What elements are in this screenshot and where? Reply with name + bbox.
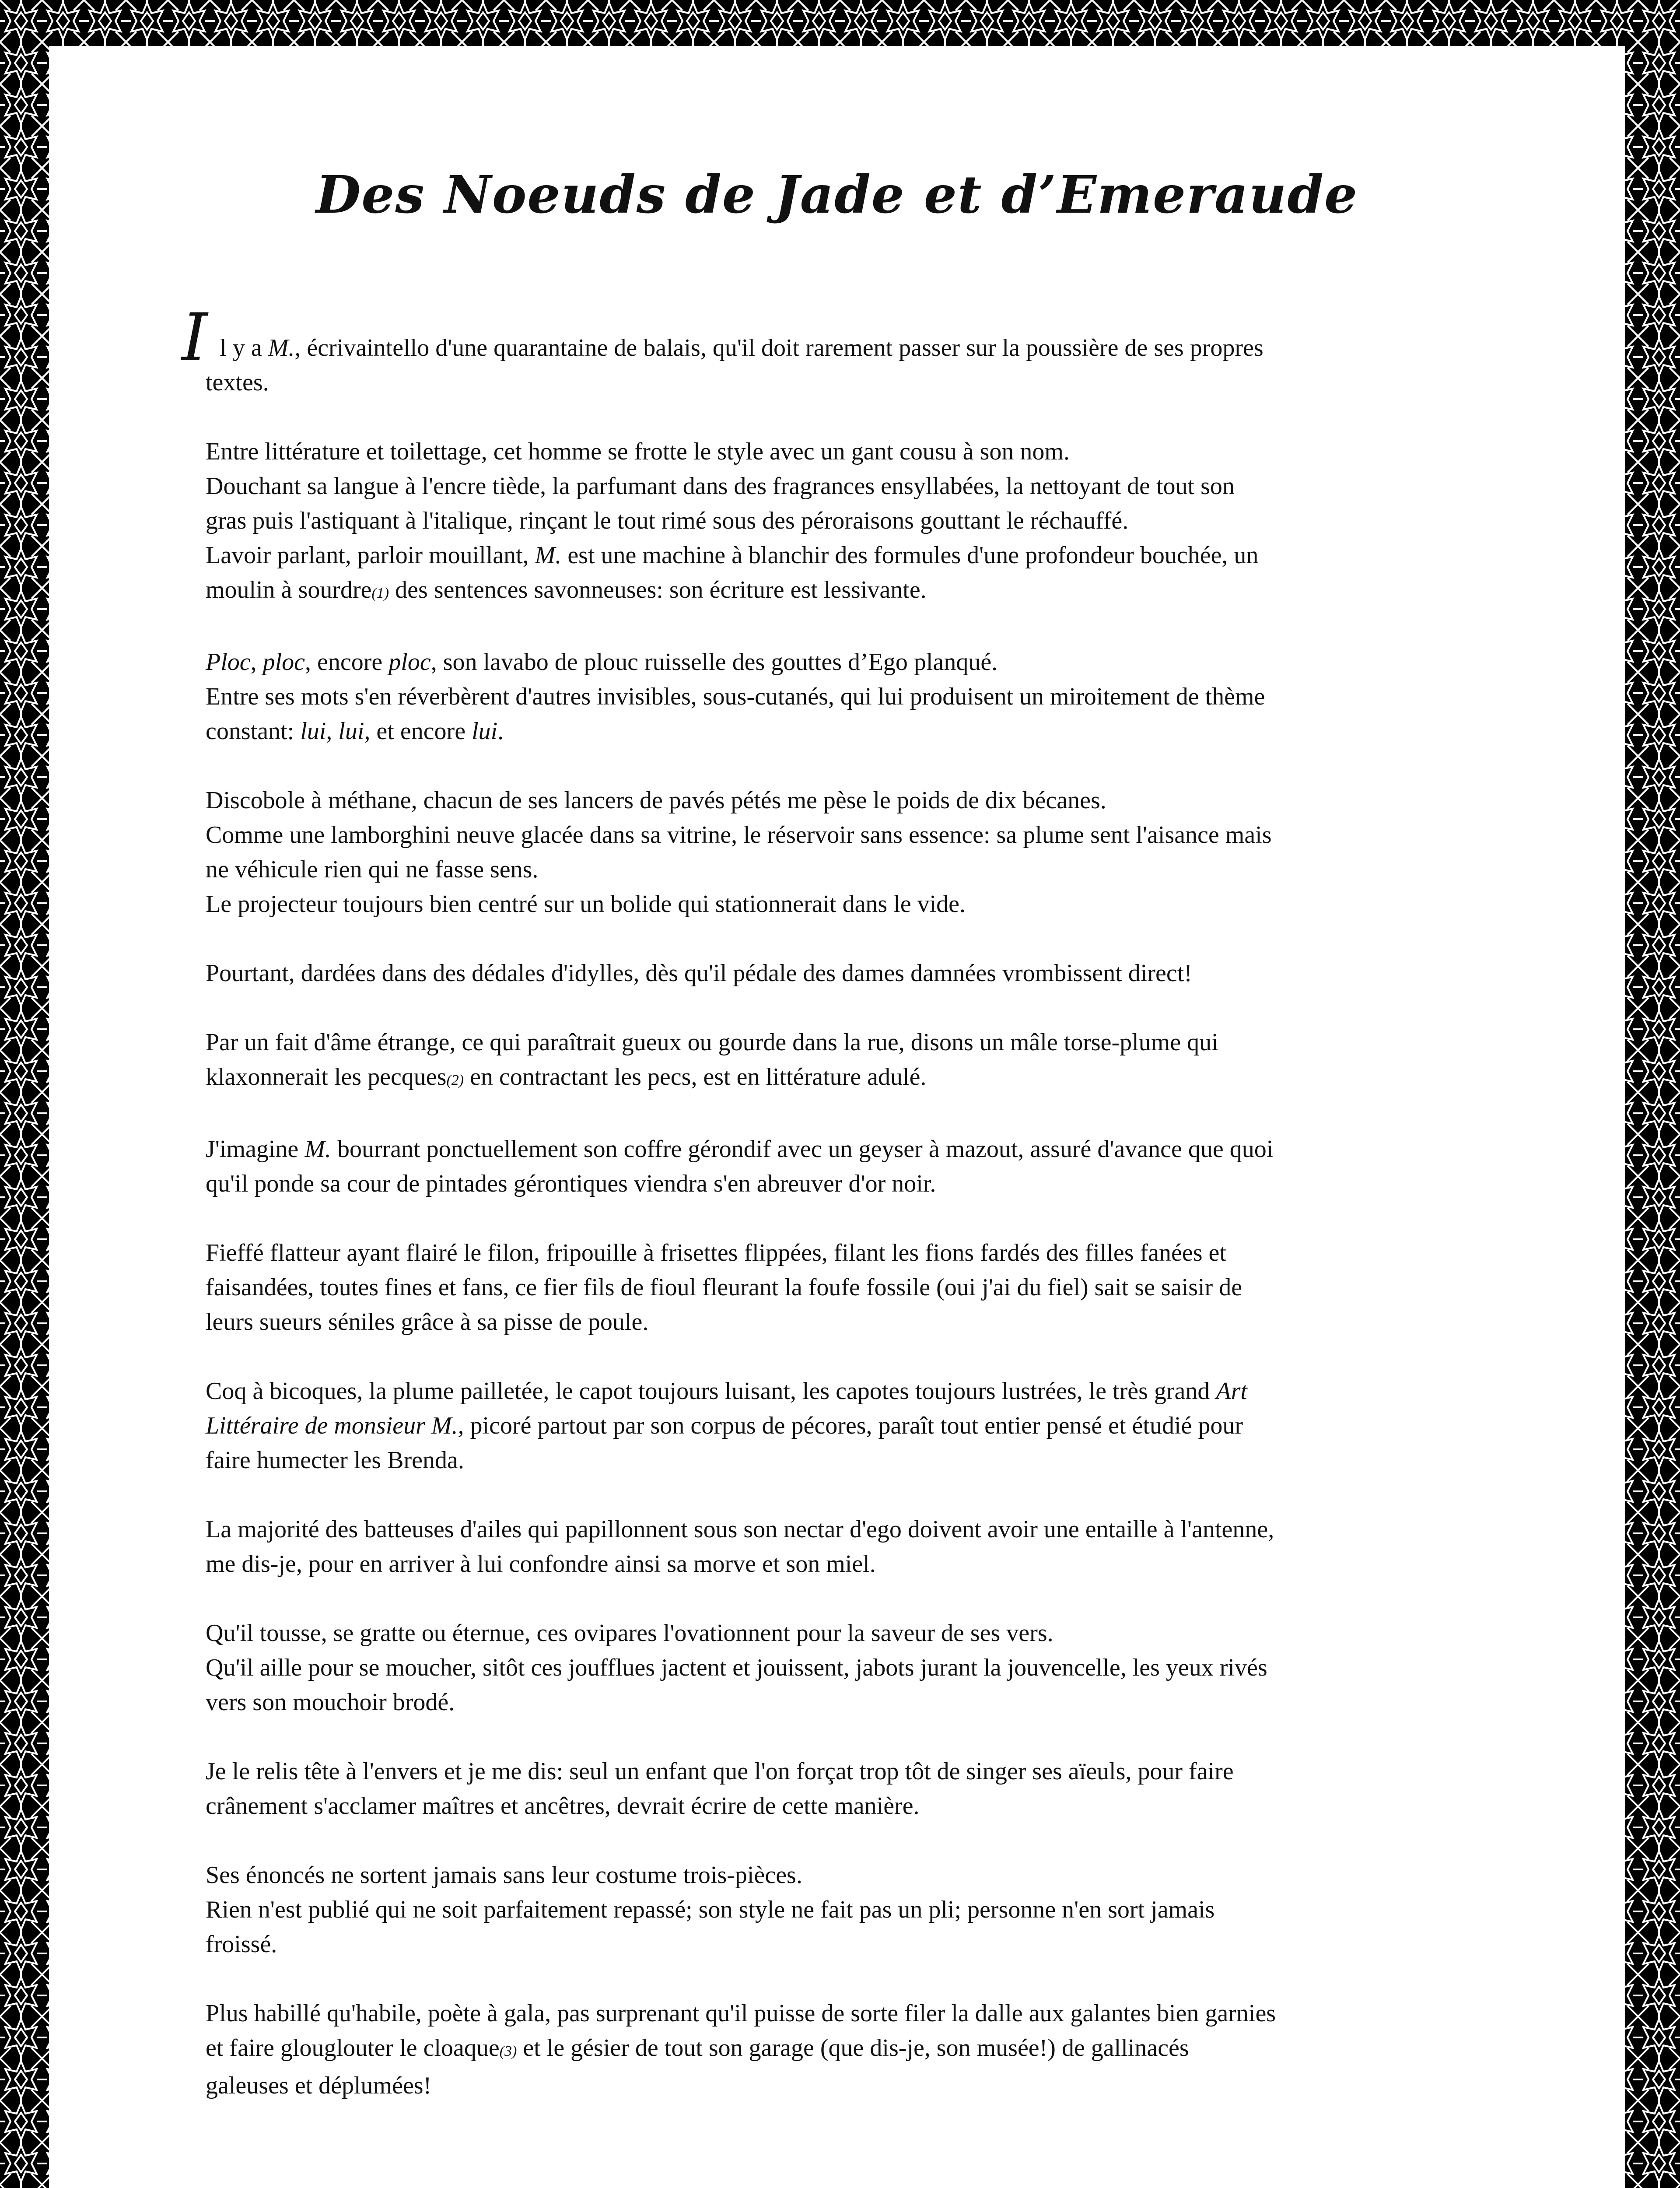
text-run: Douchant sa langue à l'encre tiède, la parfumant dans des fragrances ensyllabées, la nettoyant de tout son <box>206 473 1235 500</box>
text-run: leurs sueurs séniles grâce à sa pisse de poule. <box>206 1308 649 1336</box>
text-line <box>206 1996 1522 2031</box>
text-line <box>206 1305 1522 1339</box>
text-run: Entre littérature et toilettage, cet homme se frotte le style avec un gant cousu à son nom. <box>206 438 1070 465</box>
text-line <box>206 818 1522 852</box>
text-line <box>206 504 1522 538</box>
footnote-ref: (2) <box>446 1072 464 1088</box>
italic-text: Littéraire de monsieur M., <box>206 1412 464 1439</box>
text-run: bourrant ponctuellement son coffre gérondif avec un geyser à mazout, assuré d'avance que quoi <box>331 1136 1274 1163</box>
page-title: Des Noeuds de Jade et d’Emeraude <box>315 164 1358 225</box>
text-line <box>206 1754 1522 1789</box>
paragraph <box>206 1374 1522 1478</box>
text-run: Discobole à méthane, chacun de ses lancers de pavés pétés me pèse le poids de dix bécanes. <box>206 787 1106 814</box>
text-run: froissé. <box>206 1931 277 1958</box>
text-run: Rien n'est publié qui ne soit parfaitement repassé; son style ne fait pas un pli; personne n'en sort jamais <box>206 1896 1215 1923</box>
text-line <box>206 1409 1522 1443</box>
text-line <box>206 1025 1522 1060</box>
text-run: , encore <box>305 649 389 676</box>
text-line <box>206 1547 1522 1581</box>
text-line <box>206 573 1522 610</box>
text-run: faire humecter les Brenda. <box>206 1447 464 1474</box>
footnote-ref: (3) <box>499 2043 517 2059</box>
text-run: Pourtant, dardées dans des dédales d'idylles, dès qu'il pédale des dames damnées vrombissent direct! <box>206 960 1192 987</box>
text-line <box>206 783 1522 818</box>
paragraph <box>206 1236 1522 1339</box>
text-line <box>206 1132 1522 1167</box>
paragraph <box>206 1512 1522 1581</box>
italic-text: M. <box>535 542 562 569</box>
text-run: constant: <box>206 718 301 745</box>
text-run: en contractant les pecs, est en littérature adulé. <box>464 1063 927 1090</box>
paragraph <box>206 1996 1522 2103</box>
text-run: klaxonnerait les pecques <box>206 1063 447 1090</box>
text-run: Coq à bicoques, la plume pailletée, le capot toujours luisant, les capotes toujours lustrées, le très grand <box>206 1378 1216 1405</box>
text-line <box>206 1789 1522 1823</box>
text-line <box>206 1236 1522 1270</box>
paragraph <box>206 1858 1522 1962</box>
text-line <box>206 1893 1522 1927</box>
text-run: faisandées, toutes fines et fans, ce fier fils de fioul fleurant la foufe fossile (oui j'ai du fiel) sait se saisir de <box>206 1274 1242 1301</box>
text-line <box>206 1374 1522 1409</box>
text-line <box>206 1858 1522 1893</box>
text-line <box>206 645 1522 680</box>
text-run: Fieffé flatteur ayant flairé le filon, fripouille à frisettes flippées, filant les fions fardés des filles fanées et <box>206 1239 1226 1266</box>
paragraph <box>206 956 1522 991</box>
text-run: Entre ses mots s'en réverbèrent d'autres invisibles, sous-cutanés, qui lui produisent un miroitement de thème <box>206 683 1265 710</box>
paragraph <box>206 1616 1522 1720</box>
paragraph <box>206 1132 1522 1201</box>
text-run: Par un fait d'âme étrange, ce qui paraîtrait gueux ou gourde dans la rue, disons un mâle torse-plume qui <box>206 1029 1218 1056</box>
text-run: Qu'il tousse, se gratte ou éternue, ces ovipares l'ovationnent pour la saveur de ses vers. <box>206 1620 1054 1647</box>
paragraph <box>182 300 1522 400</box>
text-line <box>206 1927 1522 1962</box>
text-run: et encore <box>370 718 472 745</box>
text-run: Lavoir parlant, parloir mouillant, <box>206 542 535 569</box>
text-line <box>206 365 1522 400</box>
text-run: est une machine à blanchir des formules d'une profondeur bouchée, un <box>561 542 1259 569</box>
footnote-ref: (1) <box>371 585 389 601</box>
text-run: et faire glouglouter le cloaque <box>206 2034 500 2062</box>
text-line <box>206 435 1522 469</box>
text-line <box>206 852 1522 887</box>
italic-text: M. <box>268 334 295 361</box>
drop-cap: I <box>182 300 208 376</box>
text-line <box>206 538 1522 573</box>
paper-sheet <box>49 46 1625 2188</box>
text-line <box>206 469 1522 504</box>
text-run: gras puis l'astiquant à l'italique, rinçant le tout rimé sous des péroraisons gouttant le réchauffé. <box>206 507 1129 534</box>
text-line <box>206 1443 1522 1478</box>
paragraph <box>206 645 1522 749</box>
text-line <box>206 2069 1522 2103</box>
text-run: , écrivaintello d'une quarantaine de balais, qu'il doit rarement passer sur la poussière de ses propres <box>294 334 1264 361</box>
text-run: textes. <box>206 369 269 396</box>
text-run: et le gésier de tout son garage (que dis-je, son musée!) de gallinacés <box>517 2034 1189 2062</box>
text-run: . <box>497 718 504 745</box>
italic-text: lui, lui, <box>300 718 371 745</box>
text-line <box>206 1270 1522 1305</box>
text-run: galeuses et déplumées! <box>206 2072 432 2099</box>
italic-text: lui <box>472 718 498 745</box>
text-run: , <box>250 649 263 676</box>
text-line <box>206 1616 1522 1651</box>
paragraph <box>206 435 1522 610</box>
italic-text: ploc <box>262 649 305 676</box>
text-run: qu'il ponde sa cour de pintades gérontiques viendra s'en abreuver d'or noir. <box>206 1170 936 1197</box>
text-line <box>206 680 1522 714</box>
italic-text: ploc <box>388 649 431 676</box>
text-run: La majorité des batteuses d'ailes qui papillonnent sous son nectar d'ego doivent avoir une entaille à l'antenne, <box>206 1516 1274 1543</box>
text-line <box>206 714 1522 749</box>
italic-text: Art <box>1216 1378 1247 1405</box>
text-run: picoré partout par son corpus de pécores, paraît tout entier pensé et étudié pour <box>464 1412 1243 1439</box>
article-body <box>182 300 1522 2138</box>
text-run: crânement s'acclamer maîtres et ancêtres, devrait écrire de cette manière. <box>206 1792 920 1820</box>
text-line <box>206 2031 1522 2069</box>
text-line <box>206 1685 1522 1720</box>
text-line <box>206 1167 1522 1201</box>
text-run: moulin à sourdre <box>206 576 372 603</box>
text-run: Qu'il aille pour se moucher, sitôt ces joufflues jactent et jouissent, jabots jurant la jouvencelle, les yeux rivés <box>206 1654 1267 1681</box>
text-line <box>206 1512 1522 1547</box>
text-run: , son lavabo de plouc ruisselle des gouttes d’Ego planqué. <box>430 649 998 676</box>
italic-text: Ploc <box>206 649 251 676</box>
italic-text: M. <box>304 1136 331 1163</box>
text-run: Le projecteur toujours bien centré sur un bolide qui stationnerait dans le vide. <box>206 891 966 918</box>
text-line <box>182 300 1522 376</box>
text-run: l y a <box>214 334 268 361</box>
text-line <box>206 1651 1522 1685</box>
text-line <box>206 1060 1522 1098</box>
text-run: J'imagine <box>206 1136 305 1163</box>
paragraph <box>206 1025 1522 1098</box>
text-run: ne véhicule rien qui ne fasse sens. <box>206 856 539 883</box>
paragraph <box>206 783 1522 922</box>
text-run: Plus habillé qu'habile, poète à gala, pas surprenant qu'il puisse de sorte filer la dalle aux galantes bien garnies <box>206 2000 1276 2027</box>
text-run: me dis-je, pour en arriver à lui confondre ainsi sa morve et son miel. <box>206 1550 876 1578</box>
paragraph <box>206 1754 1522 1823</box>
text-run: vers son mouchoir brodé. <box>206 1689 455 1716</box>
text-run: Ses énoncés ne sortent jamais sans leur costume trois-pièces. <box>206 1862 802 1889</box>
text-run: Comme une lamborghini neuve glacée dans sa vitrine, le réservoir sans essence: sa plume sent l'aisance mais <box>206 821 1272 849</box>
text-run: Je le relis tête à l'envers et je me dis: seul un enfant que l'on forçat trop tôt de singer ses aïeuls, pour faire <box>206 1758 1234 1785</box>
text-line <box>206 956 1522 991</box>
text-run: des sentences savonneuses: son écriture est lessivante. <box>389 576 927 603</box>
text-line <box>206 887 1522 922</box>
